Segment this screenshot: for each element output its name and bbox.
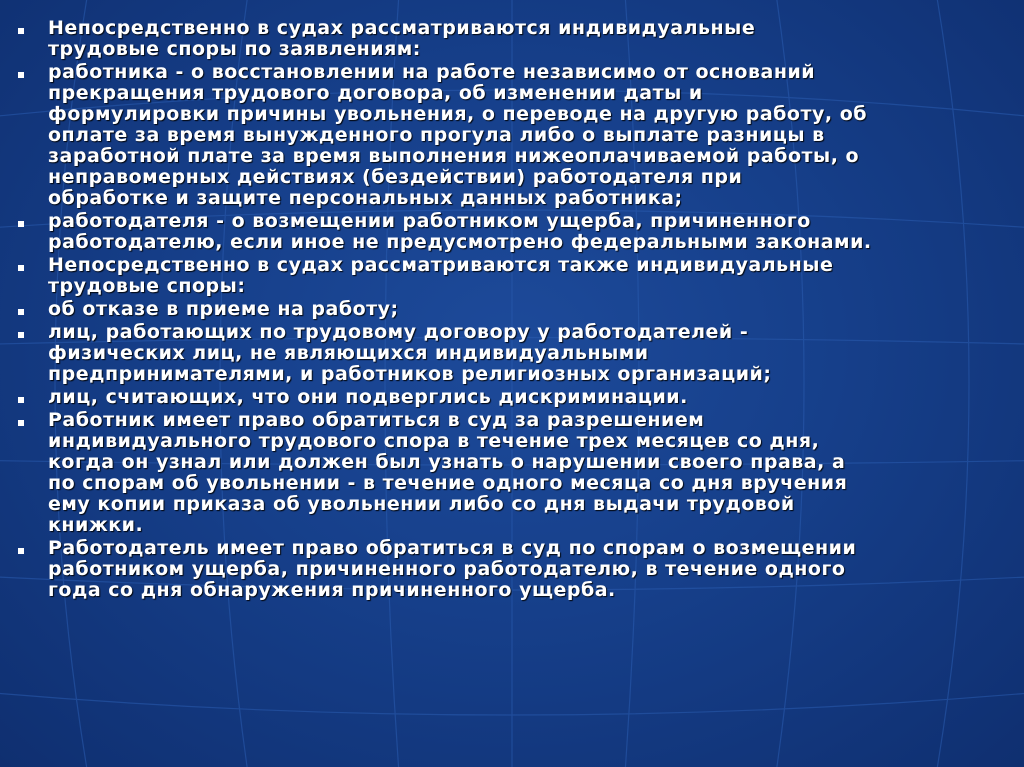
bullet-text: лиц, работающих по трудовому договору у работодателей - физических лиц, не являющихся индивидуальными предпринимателями, и работников религиозных организаций; bbox=[48, 321, 772, 385]
bullet-item bbox=[14, 255, 1004, 297]
bullet-item bbox=[14, 211, 1004, 253]
bullet-item bbox=[14, 538, 1004, 601]
bullet-item bbox=[14, 410, 1004, 536]
bullet-item bbox=[14, 62, 1004, 209]
bullet-text: работодателя - о возмещении работником ущерба, причиненного работодателю, если иное не предусмотрено федеральными законами. bbox=[48, 210, 872, 253]
bullet-text: Непосредственно в судах рассматриваются индивидуальные трудовые споры по заявлениям: bbox=[48, 17, 756, 60]
square-bullet-icon bbox=[18, 548, 24, 554]
square-bullet-icon bbox=[18, 397, 24, 403]
square-bullet-icon bbox=[18, 332, 24, 338]
square-bullet-icon bbox=[18, 221, 24, 227]
square-bullet-icon bbox=[18, 420, 24, 426]
square-bullet-icon bbox=[18, 309, 24, 315]
square-bullet-icon bbox=[18, 265, 24, 271]
bullet-item bbox=[14, 322, 1004, 385]
square-bullet-icon bbox=[18, 28, 24, 34]
bullet-text: работника - о восстановлении на работе независимо от оснований прекращения трудового договора, об изменении даты и формулировки причины увольнения, о переводе на другую работу, об оплате за время вынужденного прогула либо о выплате разницы в заработной плате за время выполнения нижеоплачиваемой работы, о неправомерных действиях (бездействии) работодателя при обработке и защите персональных данных работника; bbox=[48, 61, 868, 209]
bullet-text: об отказе в приеме на работу; bbox=[48, 298, 399, 320]
square-bullet-icon bbox=[18, 72, 24, 78]
bullet-text: Работодатель имеет право обратиться в суд по спорам о возмещении работником ущерба, причиненного работодателю, в течение одного года со дня обнаружения причиненного ущерба. bbox=[48, 537, 857, 601]
bullet-item bbox=[14, 299, 1004, 320]
bullet-text: Работник имеет право обратиться в суд за разрешением индивидуального трудового спора в течение трех месяцев со дня, когда он узнал или должен был узнать о нарушении своего права, а по спорам об увольнении - в течение одного месяца со дня вручения ему копии приказа об увольнении либо со дня выдачи трудовой книжки. bbox=[48, 409, 848, 536]
bullet-text: лиц, считающих, что они подверглись дискриминации. bbox=[48, 386, 688, 408]
bullet-item bbox=[14, 387, 1004, 408]
slide-content bbox=[14, 18, 1004, 603]
bullet-item bbox=[14, 18, 1004, 60]
bullet-text: Непосредственно в судах рассматриваются также индивидуальные трудовые споры: bbox=[48, 254, 834, 297]
